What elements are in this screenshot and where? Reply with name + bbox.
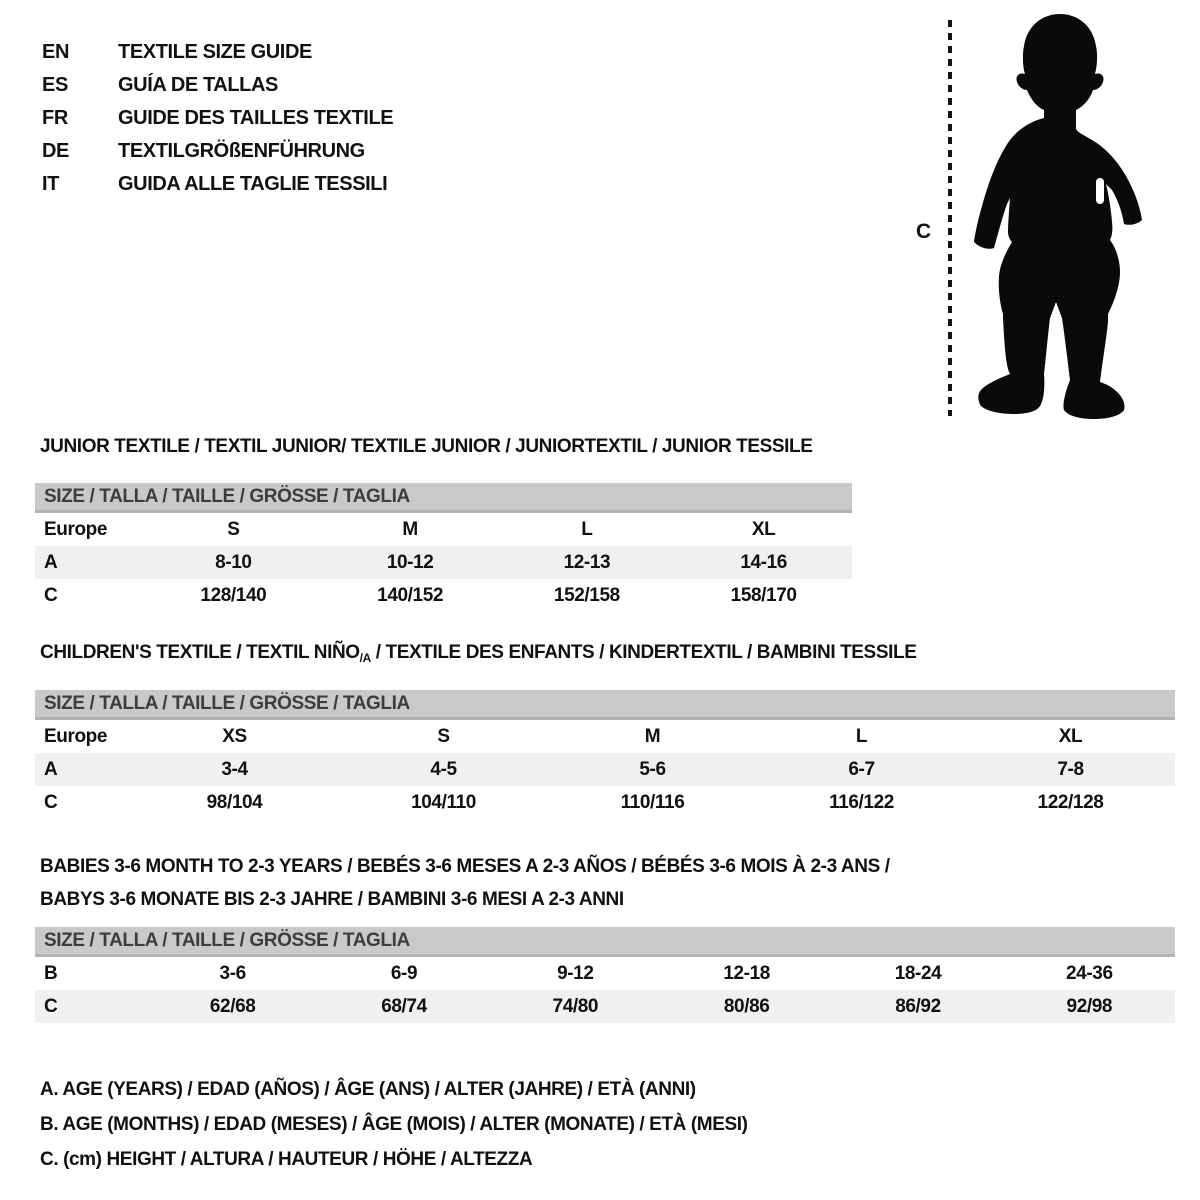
toddler-silhouette-icon bbox=[972, 12, 1157, 422]
language-title: TEXTILGRÖßENFÜHRUNG bbox=[118, 140, 365, 162]
children-heading-sub: /A bbox=[359, 651, 371, 665]
size-col-header: M bbox=[644, 725, 661, 747]
babies-row-height bbox=[35, 990, 1175, 1023]
babies-row-months bbox=[35, 957, 1175, 990]
legend-line-b: B. AGE (MONTHS) / EDAD (MESES) / ÂGE (MOIS) / ALTER (MONATE) / ETÀ (MESI) bbox=[40, 1113, 748, 1135]
table-cell: 24-36 bbox=[1066, 962, 1113, 984]
table-cell: 62/68 bbox=[209, 995, 256, 1017]
table-cell: 6-7 bbox=[848, 758, 875, 780]
language-title: TEXTILE SIZE GUIDE bbox=[118, 41, 312, 63]
children-row-age bbox=[35, 753, 1175, 786]
language-row-en bbox=[42, 36, 393, 69]
table-cell: 3-4 bbox=[221, 758, 248, 780]
table-cell: 152/158 bbox=[553, 584, 620, 606]
table-cell: 6-9 bbox=[390, 962, 418, 984]
table-cell: 68/74 bbox=[381, 995, 427, 1017]
table-cell: 12-13 bbox=[563, 551, 611, 573]
table-cell: 116/122 bbox=[829, 791, 894, 813]
region-label: Europe bbox=[44, 518, 108, 540]
language-title: GUIDE DES TAILLES TEXTILE bbox=[118, 107, 394, 129]
children-row-height bbox=[35, 786, 1175, 819]
language-code: IT bbox=[42, 173, 59, 195]
height-measure-label: C bbox=[916, 220, 931, 243]
children-heading-after: / TEXTILE DES ENFANTS / KINDERTEXTIL / BAMBINI TESSILE bbox=[370, 642, 917, 663]
size-col-header: L bbox=[581, 518, 593, 540]
junior-table-header-bar: SIZE / TALLA / TAILLE / GRÖSSE / TAGLIA bbox=[35, 483, 852, 513]
junior-row-age bbox=[35, 546, 852, 579]
children-size-row bbox=[35, 720, 1175, 753]
babies-heading-line1: BABIES 3-6 MONTH TO 2-3 YEARS / BEBÉS 3-6 MESES A 2-3 AÑOS / BÉBÉS 3-6 MOIS À 2-3 ANS / bbox=[40, 856, 890, 877]
babies-section-heading bbox=[40, 850, 890, 916]
size-col-header: XS bbox=[222, 725, 247, 747]
table-cell: 4-5 bbox=[430, 758, 457, 780]
junior-section-heading: JUNIOR TEXTILE / TEXTIL JUNIOR/ TEXTILE JUNIOR / JUNIORTEXTIL / JUNIOR TESSILE bbox=[40, 436, 813, 457]
table-cell: 14-16 bbox=[740, 551, 787, 573]
size-col-header: XL bbox=[751, 518, 776, 540]
children-table-header-bar: SIZE / TALLA / TAILLE / GRÖSSE / TAGLIA bbox=[35, 690, 1175, 720]
size-col-header: XL bbox=[1058, 725, 1083, 747]
table-cell: 10-12 bbox=[386, 551, 434, 573]
table-cell: 158/170 bbox=[730, 584, 797, 606]
row-label: C bbox=[44, 584, 58, 606]
table-cell: 122/128 bbox=[1037, 791, 1104, 813]
language-row-it bbox=[42, 168, 393, 201]
language-title: GUÍA DE TALLAS bbox=[118, 74, 278, 96]
children-heading-before: CHILDREN'S TEXTILE / TEXTIL NIÑO bbox=[40, 642, 360, 663]
table-cell: 9-12 bbox=[557, 962, 594, 984]
region-label: Europe bbox=[44, 725, 108, 747]
table-cell: 98/104 bbox=[206, 791, 263, 813]
junior-size-row bbox=[35, 513, 852, 546]
children-section-heading bbox=[40, 642, 916, 665]
table-cell: 7-8 bbox=[1057, 758, 1084, 780]
table-cell: 12-18 bbox=[723, 962, 770, 984]
row-label: A bbox=[44, 551, 58, 573]
table-cell: 92/98 bbox=[1066, 995, 1113, 1017]
legend bbox=[40, 1072, 748, 1177]
children-table bbox=[35, 690, 1175, 819]
babies-table bbox=[35, 927, 1175, 1023]
table-cell: 128/140 bbox=[200, 584, 267, 606]
table-cell: 8-10 bbox=[215, 551, 252, 573]
babies-table-header-bar: SIZE / TALLA / TAILLE / GRÖSSE / TAGLIA bbox=[35, 927, 1175, 957]
language-code: FR bbox=[42, 107, 68, 129]
height-measure-dashed-line bbox=[948, 20, 952, 416]
legend-line-c: C. (cm) HEIGHT / ALTURA / HAUTEUR / HÖHE / ALTEZZA bbox=[40, 1148, 533, 1170]
table-cell: 3-6 bbox=[219, 962, 246, 984]
babies-heading-line2: BABYS 3-6 MONATE BIS 2-3 JAHRE / BAMBINI 3-6 MESI A 2-3 ANNI bbox=[40, 889, 624, 910]
row-label: B bbox=[44, 962, 58, 984]
table-cell: 110/116 bbox=[620, 791, 685, 813]
table-cell: 104/110 bbox=[411, 791, 476, 813]
language-row-es bbox=[42, 69, 393, 102]
language-code: DE bbox=[42, 140, 69, 162]
language-title: GUIDA ALLE TAGLIE TESSILI bbox=[118, 173, 388, 195]
row-label: A bbox=[44, 758, 58, 780]
table-cell: 5-6 bbox=[639, 758, 666, 780]
row-label: C bbox=[44, 995, 58, 1017]
size-col-header: S bbox=[437, 725, 450, 747]
junior-row-height bbox=[35, 579, 852, 612]
legend-line-a: A. AGE (YEARS) / EDAD (AÑOS) / ÂGE (ANS) / ALTER (JAHRE) / ETÀ (ANNI) bbox=[40, 1078, 696, 1100]
language-code: EN bbox=[42, 41, 69, 63]
table-cell: 18-24 bbox=[894, 962, 942, 984]
table-cell: 80/86 bbox=[723, 995, 770, 1017]
language-row-fr bbox=[42, 102, 393, 135]
size-col-header: L bbox=[855, 725, 868, 747]
size-col-header: M bbox=[402, 518, 418, 540]
row-label: C bbox=[44, 791, 58, 813]
language-title-list bbox=[42, 36, 393, 201]
size-col-header: S bbox=[227, 518, 240, 540]
language-code: ES bbox=[42, 74, 68, 96]
table-cell: 86/92 bbox=[895, 995, 941, 1017]
table-cell: 74/80 bbox=[552, 995, 599, 1017]
language-row-de bbox=[42, 135, 393, 168]
junior-table bbox=[35, 483, 852, 612]
table-cell: 140/152 bbox=[377, 584, 444, 606]
